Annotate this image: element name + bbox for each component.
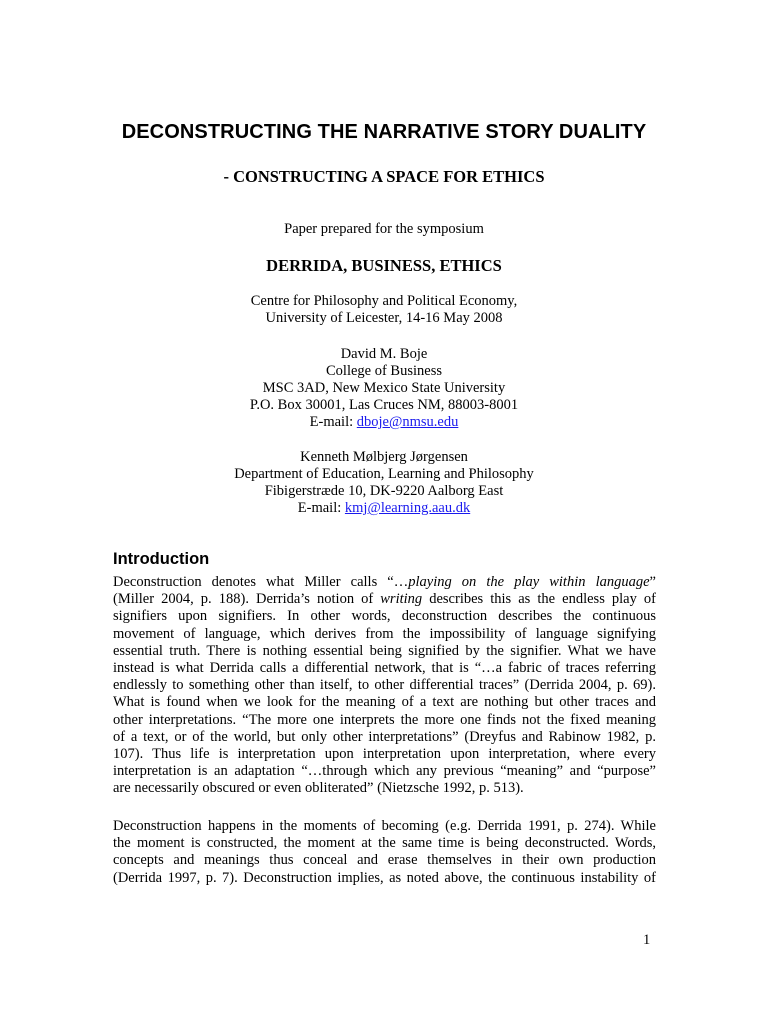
author-affiliation: College of Business: [326, 363, 442, 379]
paragraph-line: the moment is constructed, the moment at the same time is being deconstructed. Words,: [113, 835, 656, 852]
email-link[interactable]: dboje@nmsu.edu: [356, 414, 459, 430]
document-subtitle: - CONSTRUCTING A SPACE FOR ETHICS: [223, 167, 545, 186]
paragraph-line: What is found when we look for the meaning of a text are nothing but other traces and: [113, 694, 656, 711]
paragraph-line: movement of language, which derives from the impossibility of language signifying: [113, 625, 656, 642]
author-name: David M. Boje: [340, 346, 428, 362]
author-address: P.O. Box 30001, Las Cruces NM, 88003-8001: [249, 397, 519, 413]
author-email-line: [0, 414, 768, 431]
paragraph-line: of a text, or of the world, but only other interpretations” (Dreyfus and Rabinow 1982, p.: [113, 728, 656, 745]
paragraph-line: instead is what Derrida calls a differential network, that is “…a fabric of traces referring: [113, 660, 656, 677]
symposium-name: DERRIDA, BUSINESS, ETHICS: [266, 256, 502, 275]
paragraph-line: Deconstruction happens in the moments of becoming (e.g. Derrida 1991, p. 274). While: [113, 818, 656, 834]
paragraph-line: signifiers upon signifiers. In other words, deconstruction describes the continuous: [113, 608, 656, 625]
email-label: E-mail:: [297, 500, 345, 516]
paragraph-line: (Derrida 1997, p. 7). Deconstruction implies, as noted above, the continuous instability of: [113, 869, 656, 886]
document-title: DECONSTRUCTING THE NARRATIVE STORY DUALITY: [121, 121, 647, 143]
paragraph-line: concepts and meanings thus conceal and erase themselves in their own production: [113, 852, 656, 869]
paragraph-line: (Miller 2004, p. 188). Derrida’s notion of writing describes this as the endless play of: [113, 591, 656, 608]
venue-line: Centre for Philosophy and Political Economy,: [250, 293, 518, 309]
section-heading: Introduction: [113, 550, 210, 568]
intro-paragraph-1: [113, 574, 656, 798]
author-address: Fibigerstræde 10, DK-9220 Aalborg East: [264, 483, 504, 499]
paragraph-line: interpretation is an adaptation “…through which any previous “meaning” and “purpose”: [113, 763, 656, 780]
email-link[interactable]: kmj@learning.aau.dk: [344, 500, 471, 516]
author-block-1: [0, 346, 768, 431]
paragraph-line: essential truth. There is nothing essential being signified by the signifier. What we have: [113, 642, 656, 659]
page-number: 1: [643, 932, 651, 948]
author-name: Kenneth Mølbjerg Jørgensen: [300, 449, 468, 465]
paragraph-line: 107). Thus life is interpretation upon interpretation upon interpretation, where every: [113, 746, 656, 763]
email-label: E-mail:: [309, 414, 357, 430]
venue-block: [0, 293, 768, 327]
paragraph-line: Deconstruction denotes what Miller calls “…playing on the play within language”: [113, 574, 656, 590]
paragraph-line: other interpretations. “The more one interprets the more one finds not the fixed meaning: [113, 711, 656, 728]
author-affiliation: Department of Education, Learning and Philosophy: [234, 466, 534, 482]
paragraph-line: are necessarily obscured or even obliterated” (Nietzsche 1992, p. 513).: [113, 780, 524, 797]
intro-paragraph-2: [113, 818, 656, 887]
symposium-intro: Paper prepared for the symposium: [284, 221, 484, 237]
paragraph-line: endlessly to something other than itself, to other differential traces” (Derrida 2004, p. 69).: [113, 677, 656, 694]
author-email-line: [0, 500, 768, 517]
author-address: MSC 3AD, New Mexico State University: [262, 380, 506, 396]
venue-line: University of Leicester, 14-16 May 2008: [265, 310, 503, 326]
author-block-2: [0, 449, 768, 517]
